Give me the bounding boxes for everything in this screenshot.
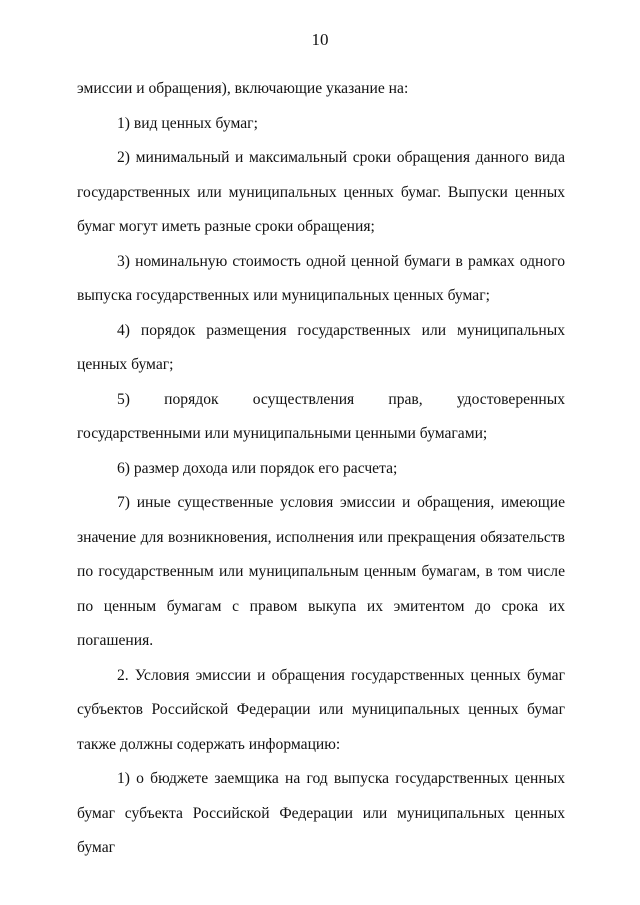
paragraph-continuation: эмиссии и обращения), включающие указание на: xyxy=(77,80,409,97)
list-item-6: 6) размер дохода или порядок его расчета; xyxy=(117,459,398,477)
document-body xyxy=(77,72,565,866)
list-item-7: 7) иные существенные условия эмиссии и обращения, имеющие значение для возникновения, исполнения или прекращения обязательств по государственным или муниципальным ценным бумагам, в том числе по ценным бумагам с правом выкупа их эмитентом до срока их погашения. xyxy=(77,494,565,649)
list-item-4: 4) порядок размещения государственных или муниципальных ценных бумаг; xyxy=(77,321,565,373)
list-item-2: 2) минимальный и максимальный сроки обращения данного вида государственных или муниципальных ценных бумаг. Выпуски ценных бумаг могут иметь разные сроки обращения; xyxy=(77,149,565,235)
section-2-item-1: 1) о бюджете заемщика на год выпуска государственных ценных бумаг субъекта Российской Федерации или муниципальных ценных бумаг xyxy=(77,770,565,856)
section-2-paragraph: 2. Условия эмиссии и обращения государственных ценных бумаг субъектов Российской Федерации или муниципальных ценных бумаг также должны содержать информацию: xyxy=(77,666,565,753)
list-item-5: 5) порядок осуществления прав, удостоверенных государственными или муниципальными ценными бумагами; xyxy=(77,390,565,442)
page-number: 10 xyxy=(311,30,329,49)
list-item-1: 1) вид ценных бумаг; xyxy=(117,114,258,132)
list-item-3: 3) номинальную стоимость одной ценной бумаги в рамках одного выпуска государственных или муниципальных ценных бумаг; xyxy=(77,252,565,304)
